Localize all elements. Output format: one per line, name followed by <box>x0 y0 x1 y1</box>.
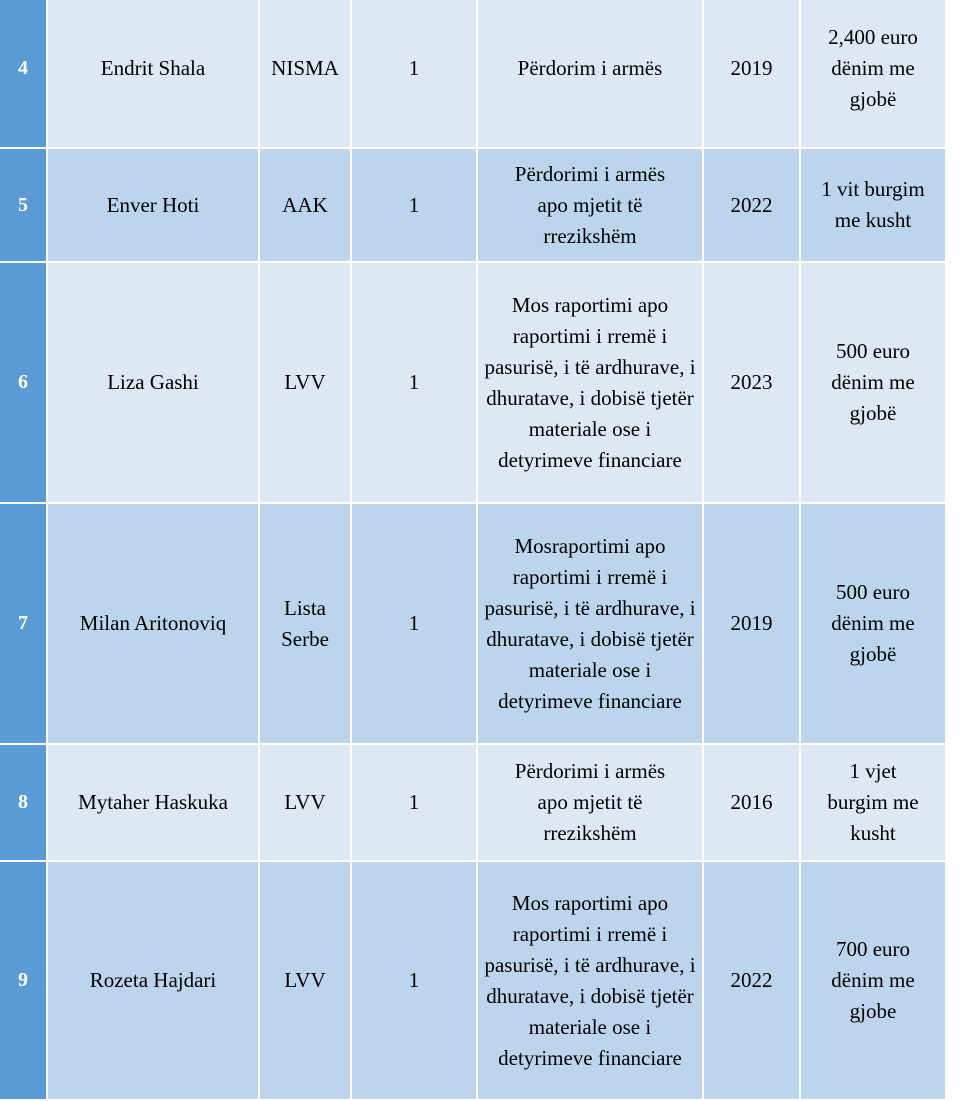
table-row <box>0 0 946 148</box>
penalty-cell: 500 euro dënim me gjobë <box>800 503 946 744</box>
penalty-cell: 1 vjet burgim me kusht <box>800 744 946 861</box>
count-cell: 1 <box>351 262 477 503</box>
year-cell: 2022 <box>703 148 800 262</box>
year-cell: 2019 <box>703 503 800 744</box>
offense-cell: Përdorimi i armës apo mjetit të rrezikshëm <box>477 744 703 861</box>
table-row <box>0 503 946 744</box>
year-cell: 2019 <box>703 0 800 148</box>
year-cell: 2016 <box>703 744 800 861</box>
name-cell: Rozeta Hajdari <box>47 861 259 1100</box>
row-number: 8 <box>0 744 47 861</box>
count-cell: 1 <box>351 861 477 1100</box>
penalty-cell: 500 euro dënim me gjobë <box>800 262 946 503</box>
penalty-cell: 700 euro dënim me gjobe <box>800 861 946 1100</box>
page-margin <box>946 0 980 1101</box>
offense-cell: Përdorim i armës <box>477 0 703 148</box>
table-row <box>0 262 946 503</box>
table-row <box>0 148 946 262</box>
count-cell: 1 <box>351 503 477 744</box>
name-cell: Liza Gashi <box>47 262 259 503</box>
count-cell: 1 <box>351 0 477 148</box>
offense-cell: Mos raportimi apo raportimi i rremë i pasurisë, i të ardhurave, i dhuratave, i dobisë tjetër materiale ose i detyrimeve financiare <box>477 262 703 503</box>
name-cell: Endrit Shala <box>47 0 259 148</box>
row-number: 6 <box>0 262 47 503</box>
year-cell: 2022 <box>703 861 800 1100</box>
year-cell: 2023 <box>703 262 800 503</box>
party-cell: LVV <box>259 262 351 503</box>
name-cell: Mytaher Haskuka <box>47 744 259 861</box>
offense-cell: Mosraportimi apo raportimi i rremë i pasurisë, i të ardhurave, i dhuratave, i dobisë tjetër materiale ose i detyrimeve financiare <box>477 503 703 744</box>
party-cell: AAK <box>259 148 351 262</box>
party-cell: LVV <box>259 861 351 1100</box>
table-row <box>0 861 946 1100</box>
offense-cell: Mos raportimi apo raportimi i rremë i pasurisë, i të ardhurave, i dhuratave, i dobisë tjetër materiale ose i detyrimeve financiare <box>477 861 703 1100</box>
row-number: 4 <box>0 0 47 148</box>
row-number: 9 <box>0 861 47 1100</box>
penalty-cell: 2,400 euro dënim me gjobë <box>800 0 946 148</box>
count-cell: 1 <box>351 744 477 861</box>
row-number: 7 <box>0 503 47 744</box>
count-cell: 1 <box>351 148 477 262</box>
party-cell: LVV <box>259 744 351 861</box>
table-row <box>0 744 946 861</box>
penalty-cell: 1 vit burgim me kusht <box>800 148 946 262</box>
name-cell: Enver Hoti <box>47 148 259 262</box>
party-cell: NISMA <box>259 0 351 148</box>
row-number: 5 <box>0 148 47 262</box>
party-cell: Lista Serbe <box>259 503 351 744</box>
name-cell: Milan Aritonoviq <box>47 503 259 744</box>
offense-cell: Përdorimi i armës apo mjetit të rrezikshëm <box>477 148 703 262</box>
